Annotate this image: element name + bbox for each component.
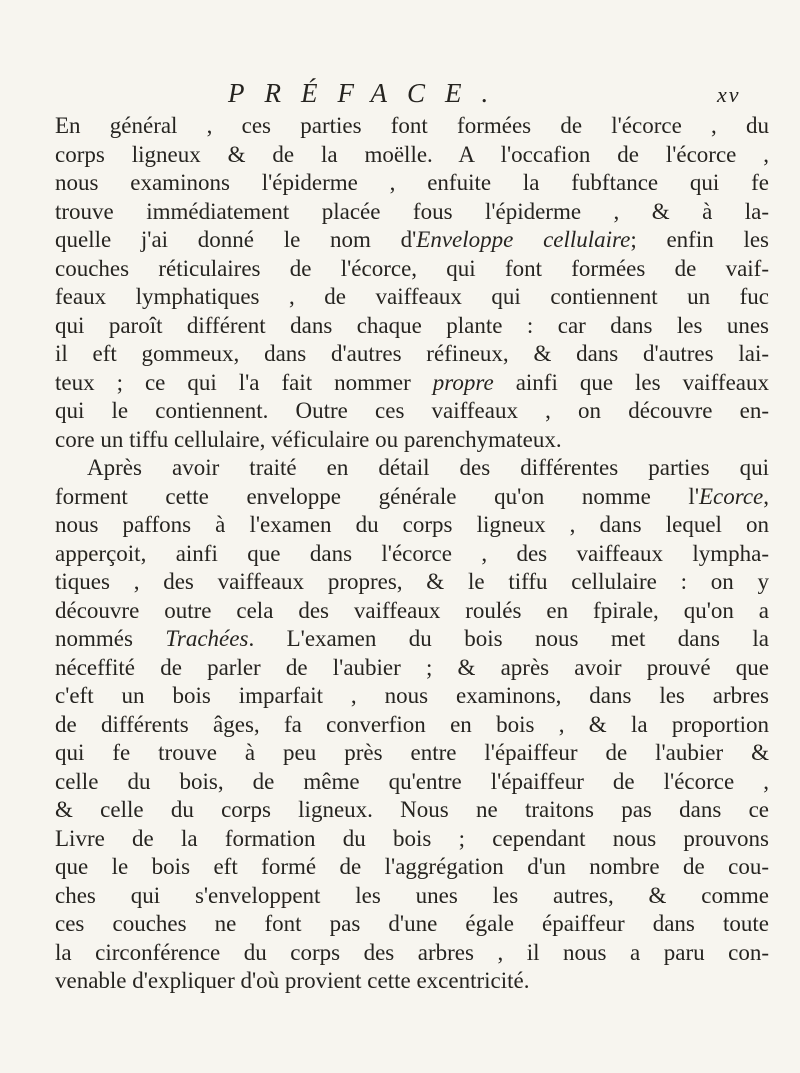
text-line [55, 312, 769, 341]
text-segment: apperçoit, ainfi que dans l'écorce , des vaiffeaux lympha- [55, 540, 769, 566]
text-segment: corps ligneux & de la moëlle. A l'occafion de l'écorce , [55, 141, 769, 167]
text-segment: venable d'expliquer d'où provient cette excentricité. [55, 968, 530, 993]
text-segment: feaux lymphatiques , de vaiffeaux qui contiennent un fuc [55, 284, 769, 309]
italic-term: propre [432, 369, 494, 395]
text-segment: qui le contiennent. Outre ces vaiffeaux , on découvre en- [55, 398, 769, 423]
text-line [55, 198, 769, 227]
text-segment: de différents âges, fa converfion en bois , & la proportion [55, 711, 769, 737]
italic-term: Ecorce [698, 483, 764, 509]
text-segment: nous examinons l'épiderme , enfuite la fubftance qui fe [55, 170, 769, 195]
text-segment: Livre de la formation du bois ; cependant nous prouvons [55, 825, 769, 851]
text-line [55, 882, 769, 911]
text-segment: ches qui s'enveloppent les unes les autres, & comme [55, 882, 769, 908]
text-line [55, 910, 769, 939]
text-line [55, 454, 769, 483]
text-segment: ; enfin les [630, 227, 769, 252]
text-line [55, 369, 769, 398]
text-line [55, 825, 769, 854]
text-segment: la circonférence du corps des arbres , il nous a paru con- [55, 939, 769, 965]
text-line [55, 340, 769, 369]
text-segment: , [763, 483, 769, 509]
text-line [55, 426, 769, 455]
text-segment: En général , ces parties font formées de l'écorce , du [55, 113, 769, 138]
text-segment: que le bois eft formé de l'aggrégation d'un nombre de cou- [55, 854, 769, 879]
text-line [55, 939, 769, 968]
text-line [55, 226, 769, 255]
italic-term: Enveloppe cellulaire [416, 227, 631, 252]
text-segment: couches réticulaires de l'écorce, qui font formées de vaif- [55, 255, 769, 281]
text-line [55, 169, 769, 198]
text-line [55, 796, 769, 825]
text-segment: teux ; ce qui l'a fait nommer [55, 369, 433, 395]
text-line [55, 967, 769, 996]
text-segment: ainfi que les vaiffeaux [493, 369, 769, 395]
text-segment: quelle j'ai donné le nom d' [55, 227, 417, 252]
italic-term: Trachées [165, 626, 249, 651]
text-segment: c'eft un bois imparfait , nous examinons, dans les arbres [55, 683, 769, 708]
text-line [55, 568, 769, 597]
text-segment: ces couches ne font pas d'une égale épaiffeur dans toute [55, 911, 769, 936]
text-segment: qui fe trouve à peu près entre l'épaiffeur de l'aubier & [55, 740, 769, 765]
text-segment: tiques , des vaiffeaux propres, & le tiffu cellulaire : on y [55, 569, 769, 594]
page-header [0, 78, 800, 112]
text-line [55, 397, 769, 426]
text-line [55, 768, 769, 797]
text-line [55, 654, 769, 683]
text-line [55, 255, 769, 284]
text-segment: . L'examen du bois nous met dans la [248, 626, 769, 651]
text-segment: celle du bois, de même qu'entre l'épaiffeur de l'écorce , [55, 768, 769, 794]
text-line [55, 597, 769, 626]
text-segment: découvre outre cela des vaiffeaux roulés en fpirale, qu'on a [55, 597, 769, 623]
text-segment: forment cette enveloppe générale qu'on nomme l' [55, 483, 699, 509]
page-number: xv [717, 82, 741, 107]
running-title: PRÉFACE. [228, 78, 509, 108]
body-text [55, 112, 769, 996]
text-segment: trouve immédiatement placée fous l'épiderme , & à la- [55, 198, 769, 224]
text-segment: core un tiffu cellulaire, véficulaire ou parenchymateux. [55, 426, 562, 452]
text-line [55, 540, 769, 569]
text-segment: nommés [55, 626, 166, 651]
text-line [55, 483, 769, 512]
text-line [55, 112, 769, 141]
text-line [55, 682, 769, 711]
text-segment: & celle du corps ligneux. Nous ne traitons pas dans ce [55, 797, 769, 822]
text-segment: Après avoir traité en détail des différentes parties qui [87, 455, 769, 480]
text-segment: qui paroît différent dans chaque plante : car dans les unes [55, 312, 769, 338]
text-segment: il eft gommeux, dans d'autres réfineux, & dans d'autres lai- [55, 341, 769, 366]
text-line [55, 739, 769, 768]
text-line [55, 625, 769, 654]
text-line [55, 283, 769, 312]
text-line [55, 711, 769, 740]
text-segment: néceffité de parler de l'aubier ; & après avoir prouvé que [55, 654, 769, 680]
text-segment: nous paffons à l'examen du corps ligneux , dans lequel on [55, 512, 769, 537]
text-line [55, 511, 769, 540]
text-line [55, 853, 769, 882]
text-line [55, 141, 769, 170]
